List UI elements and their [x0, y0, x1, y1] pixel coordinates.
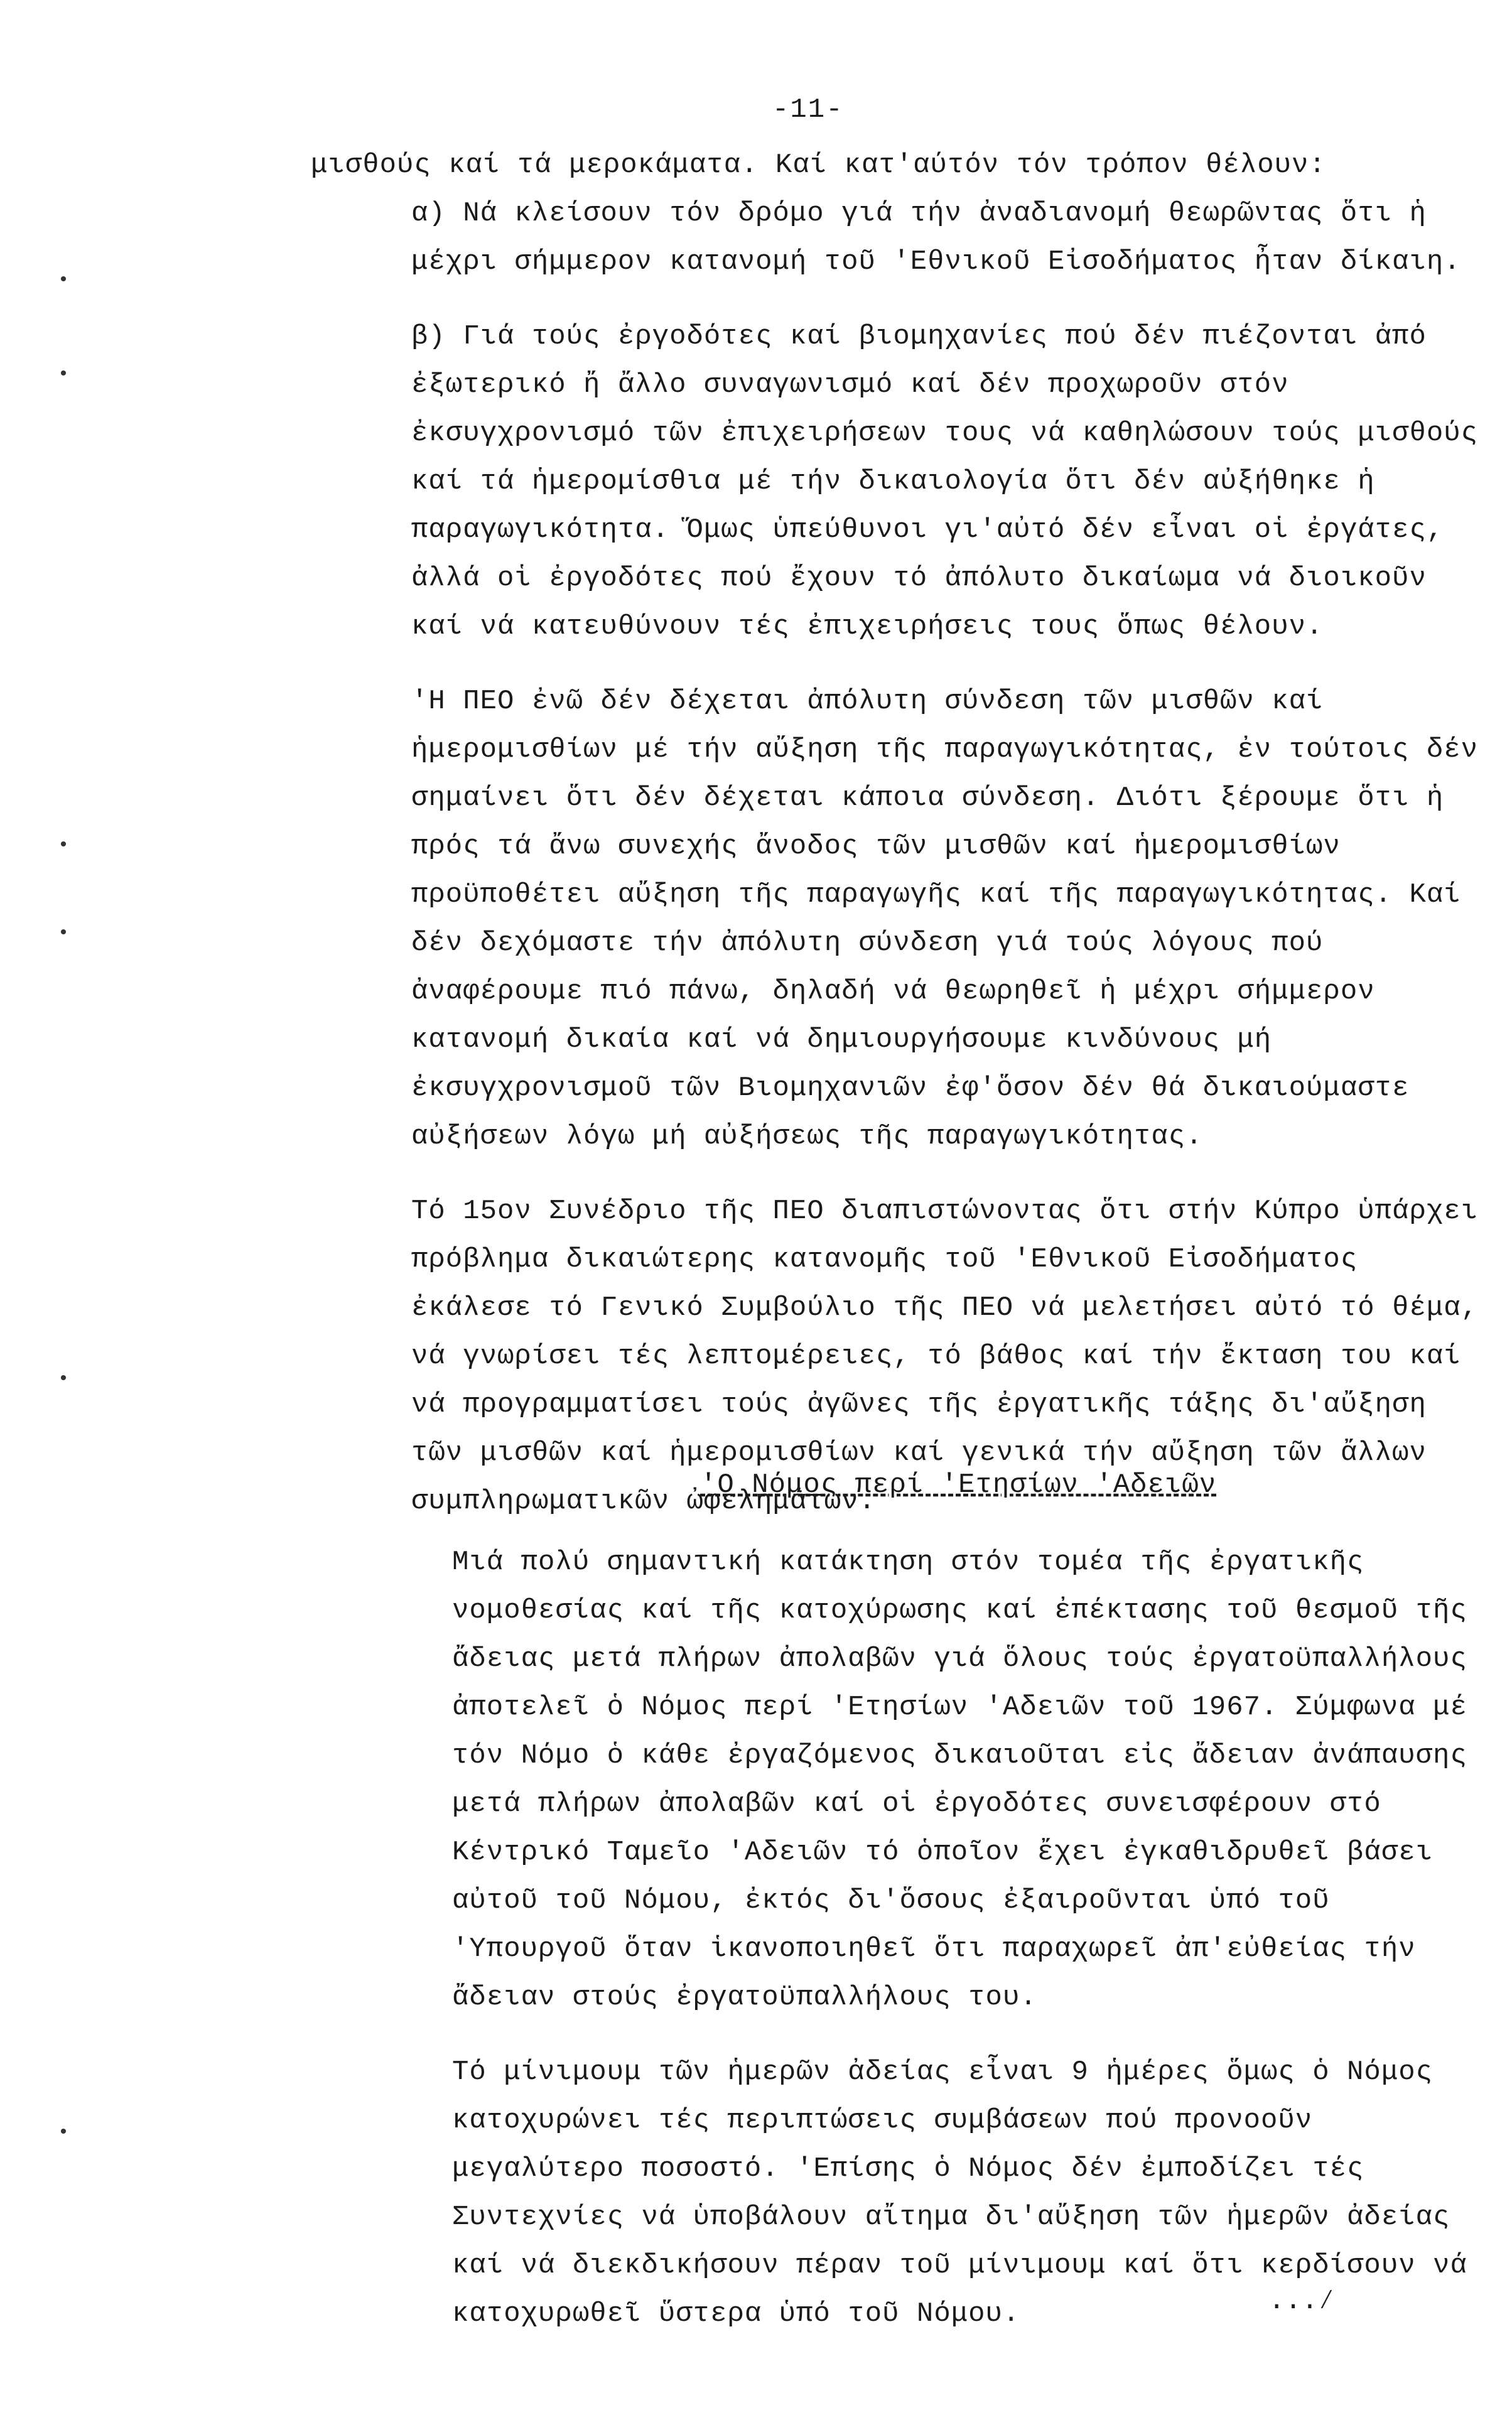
paragraph-minimum-days: Τό μίνιμουμ τῶν ἡμερῶν ἀδείας εἶναι 9 ἡμέρες ὅμως ὁ Νόμος κατοχυρώνει τές περιπτώσεις συμβάσεων πού προνοοῦν μεγαλύτερο ποσοστό. 'Επίσης ὁ Νόμος δέν ἐμποδίζει τές Συντεχνίες νά ὑποβάλουν αἴτημα δι'αὔξηση τῶν ἡμερῶν ἀδείας καί νά διεκδικήσουν πέραν τοῦ μίνιμουμ καί ὅτι κερδίσουν νά κατοχυρωθεῖ ὕστερα ὑπό τοῦ Νόμου. [452, 2056, 1467, 2330]
margin-dot: • [58, 364, 70, 386]
section-heading: 'Ο Νόμος περί 'Ετησίων 'Αδειῶν [700, 1469, 1217, 1501]
paragraph-peo-position: 'Η ΠΕΟ ἐνῶ δέν δέχεται ἀπόλυτη σύνδεση τῶν μισθῶν καί ἡμερομισθίων μέ τήν αὔξηση τῆς παραγωγικότητας, ἐν τούτοις δέν σημαίνει ὅτι δέν δέχεται κάποια σύνδεση. Διότι ξέρουμε ὅτι ἡ πρός τά ἄνω συνεχής ἄνοδος τῶν μισθῶν καί ἡμερομισθίων προϋποθέτει αὔξηση τῆς παραγωγῆς καί τῆς παραγωγικότητας. Καί δέν δεχόμαστε τήν ἀπόλυτη σύνδεση γιά τούς λόγους πού ἀναφέρουμε πιό πάνω, δηλαδή νά θεωρηθεῖ ἡ μέχρι σήμμερον κατανομή δικαία καί νά δημιουργήσουμε κινδύνους μή ἐκσυγχρονισμοῦ τῶν Βιομηχανιῶν ἐφ'ὅσον δέν θά δικαιούμαστε αὐξήσεων λόγω μή αὐξήσεως τῆς παραγωγικότητας. [411, 686, 1479, 1152]
margin-dot: • [58, 835, 70, 856]
margin-dot: • [58, 1369, 70, 1390]
paragraph-annual-leave-law: Μιά πολύ σημαντική κατάκτηση στόν τομέα τῆς ἐργατικῆς νομοθεσίας καί τῆς κατοχύρωσης καί ἐπέκτασης τοῦ θεσμοῦ τῆς ἄδειας μετά πλήρων ἀπολαβῶν γιά ὅλους τούς ἐργατοϋπαλλήλους ἀποτελεῖ ὁ Νόμος περί 'Ετησίων 'Αδειῶν τοῦ 1967. Σύμφωνα μέ τόν Νόμο ὁ κάθε ἐργαζόμενος δικαιοῦται εἰς ἄδειαν ἀνάπαυσης μετά πλήρων ἀπολαβῶν καί οἱ ἐργοδότες συνεισφέρουν στό Κέντρικό Ταμεῖο 'Αδειῶν τό ὁποῖον ἔχει ἐγκαθιδρυθεῖ βάσει αὐτοῦ τοῦ Νόμου, ἐκτός δι'ὅσους ἐξαιροῦνται ὑπό τοῦ 'Υπουργοῦ ὅταν ἱκανοποιηθεῖ ὅτι παραχωρεῖ ἀπ'εὐθείας τήν ἄδειαν στούς ἐργατοϋπαλλήλους του. [452, 1547, 1467, 2013]
body-text-bottom [311, 1538, 1491, 2338]
margin-dot: • [58, 923, 70, 944]
margin-dot: • [58, 270, 70, 291]
margin-dot: • [58, 2122, 70, 2144]
continuation-mark: ...∕ [1268, 2286, 1335, 2317]
page-number: -11- [772, 94, 844, 126]
paragraph-intro: μισθούς καί τά μεροκάματα. Καί κατ'αύτόν τόν τρόπον θέλουν: [311, 149, 1326, 181]
paragraph-congress: Τό 15ον Συνέδριο τῆς ΠΕΟ διαπιστώνοντας ὅτι στήν Κύπρο ὑπάρχει πρόβλημα δικαιώτερης κατανομῆς τοῦ 'Εθνικοῦ Εἰσοδήματος ἐκάλεσε τό Γενικό Συμβούλιο τῆς ΠΕΟ νά μελετήσει αὐτό τό θέμα, νά γνωρίσει τές λεπτομέρειες, τό βάθος καί τήν ἔκταση του καί νά προγραμματίσει τούς ἀγῶνες τῆς ἐργατικῆς τάξης δι'αὔξηση τῶν μισθῶν καί ἡμερομισθίων καί γενικά τήν αὔξηση τῶν ἄλλων συμπληρωματικῶν ὠφελημάτων. [411, 1196, 1479, 1517]
body-text-top [311, 141, 1491, 1526]
paragraph-point-a: α) Νά κλείσουν τόν δρόμο γιά τήν ἀναδιανομή θεωρῶντας ὅτι ἡ μέχρι σήμμερον κατανομή τοῦ 'Εθνικοῦ Εἰσοδήματος ἦταν δίκαιη. [411, 198, 1461, 278]
paragraph-point-b: β) Γιά τούς ἐργοδότες καί βιομηχανίες πού δέν πιέζονται ἀπό ἐξωτερικό ἤ ἄλλο συναγωνισμό καί δέν προχωροῦν στόν ἐκσυγχρονισμό τῶν ἐπιχειρήσεων τους νά καθηλώσουν τούς μισθούς καί τά ἡμερομίσθια μέ τήν δικαιολογία ὅτι δέν αὐξήθηκε ἡ παραγωγικότητα. Ὅμως ὑπεύθυνοι γι'αὐτό δέν εἶναι οἱ ἐργάτες, ἀλλά οἱ ἐργοδότες πού ἔχουν τό ἀπόλυτο δικαίωμα νά διοικοῦν καί νά κατευθύνουν τές ἐπιχειρήσεις τους ὅπως θέλουν. [411, 321, 1479, 642]
